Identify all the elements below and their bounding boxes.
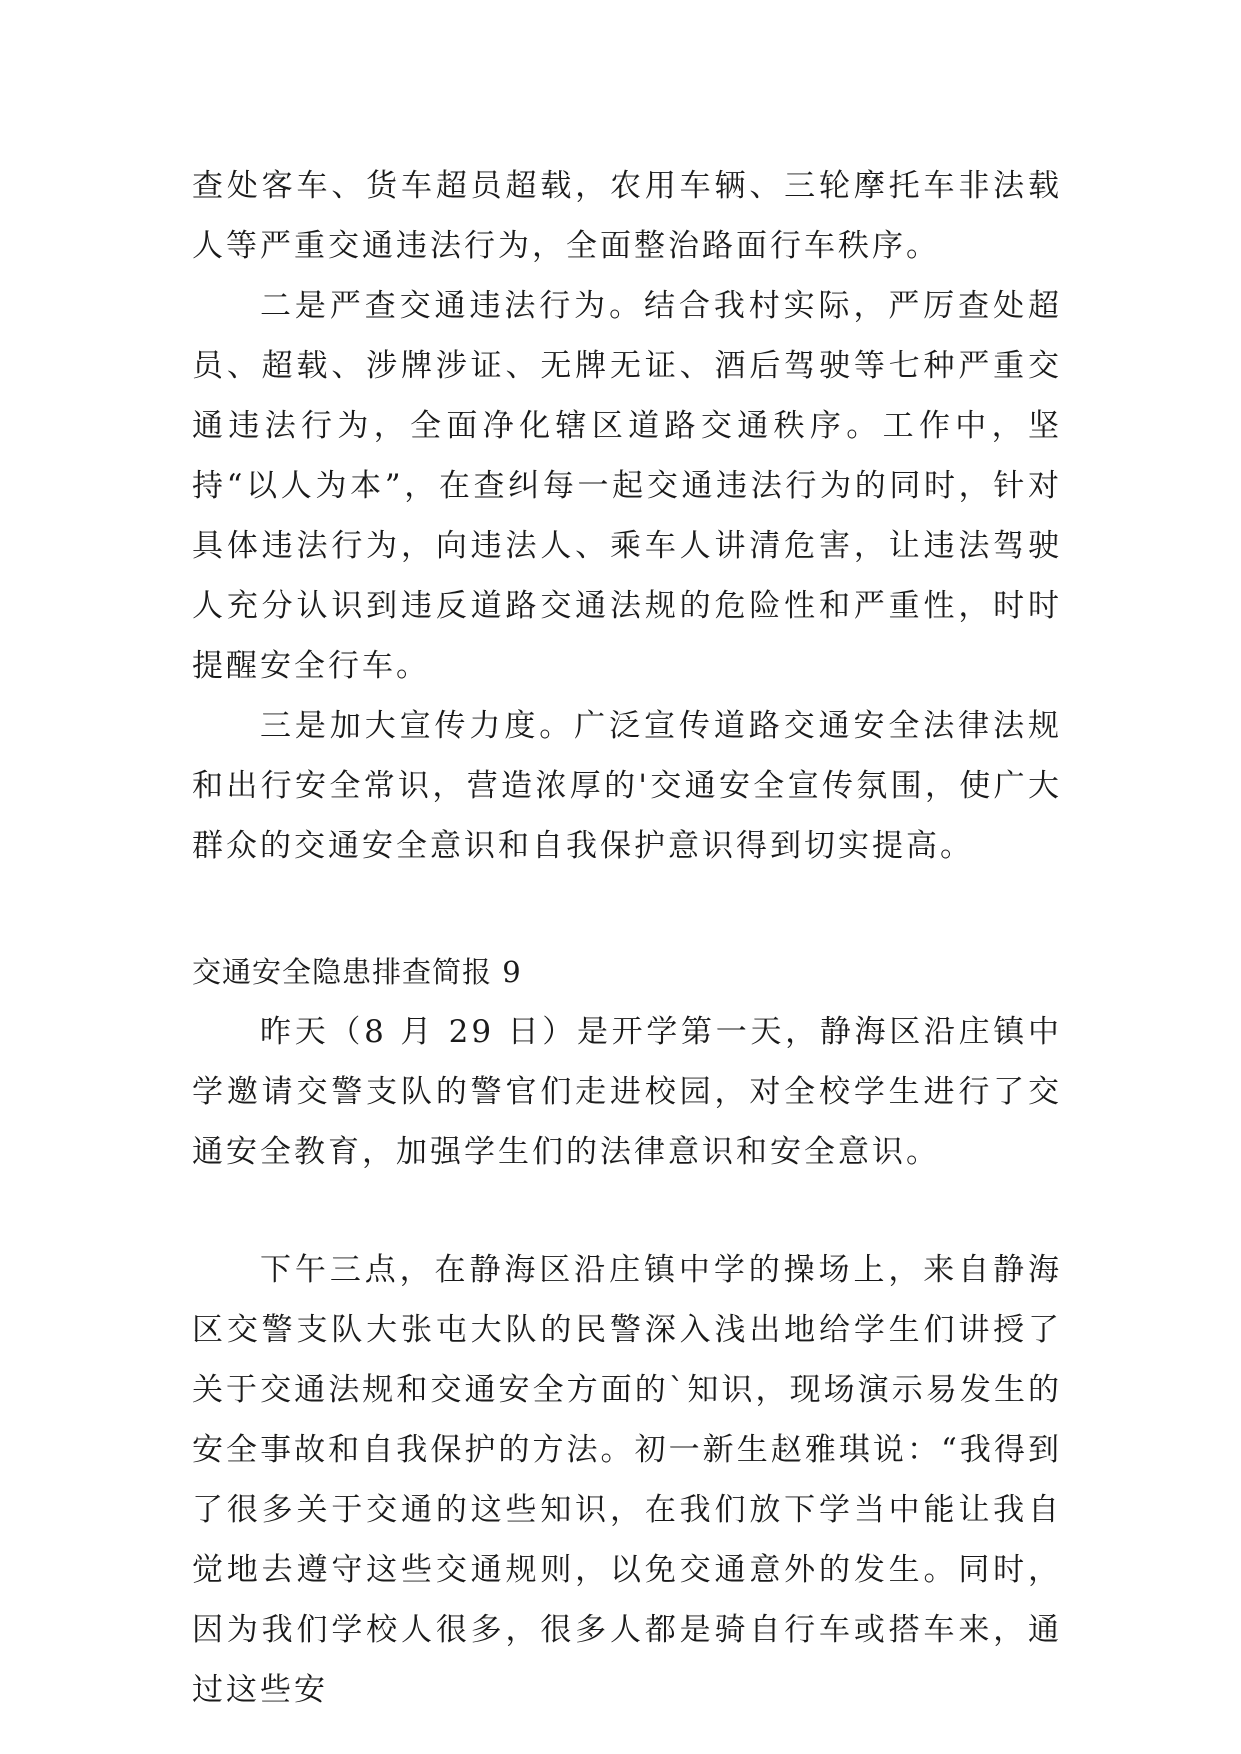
paragraph-school-opening: 昨天（8 月 29 日）是开学第一天，静海区沿庄镇中学邀请交警支队的警官们走进校园，对全校学生进行了交通安全教育，加强学生们的法律意识和安全意识。 [192,1014,1062,1170]
paragraph-afternoon-lecture: 下午三点，在静海区沿庄镇中学的操场上，来自静海区交警支队大张屯大队的民警深入浅出地给学生们讲授了关于交通法规和交通安全方面的`知识，现场演示易发生的安全事故和自我保护的方法。初一新生赵雅琪说：“我得到了很多关于交通的这些知识，在我们放下学当中能让我自觉地去遵守这些交通规则，以免交通意外的发生。同时，因为我们学校人很多，很多人都是骑自行车或搭车来，通过这些安 [192,1252,1062,1708]
section-title: 交通安全隐患排查简报 9 [192,955,522,989]
paragraph-continuation: 查处客车、货车超员超载，农用车辆、三轮摩托车非法载人等严重交通违法行为，全面整治路面行车秩序。 [192,168,1062,264]
paragraph-strict-enforcement: 二是严查交通违法行为。结合我村实际，严厉查处超员、超载、涉牌涉证、无牌无证、酒后驾驶等七种严重交通违法行为，全面净化辖区道路交通秩序。工作中，坚持“以人为本”，在查纠每一起交通违法行为的同时，针对具体违法行为，向违法人、乘车人讲清危害，让违法驾驶人充分认识到违反道路交通法规的危险性和严重性，时时提醒安全行车。 [192,288,1062,684]
paragraph-publicity: 三是加大宣传力度。广泛宣传道路交通安全法律法规和出行安全常识，营造浓厚的'交通安全宣传氛围，使广大群众的交通安全意识和自我保护意识得到切实提高。 [192,708,1062,864]
paragraph-gap [192,1182,1062,1240]
document-body [192,156,1062,1720]
